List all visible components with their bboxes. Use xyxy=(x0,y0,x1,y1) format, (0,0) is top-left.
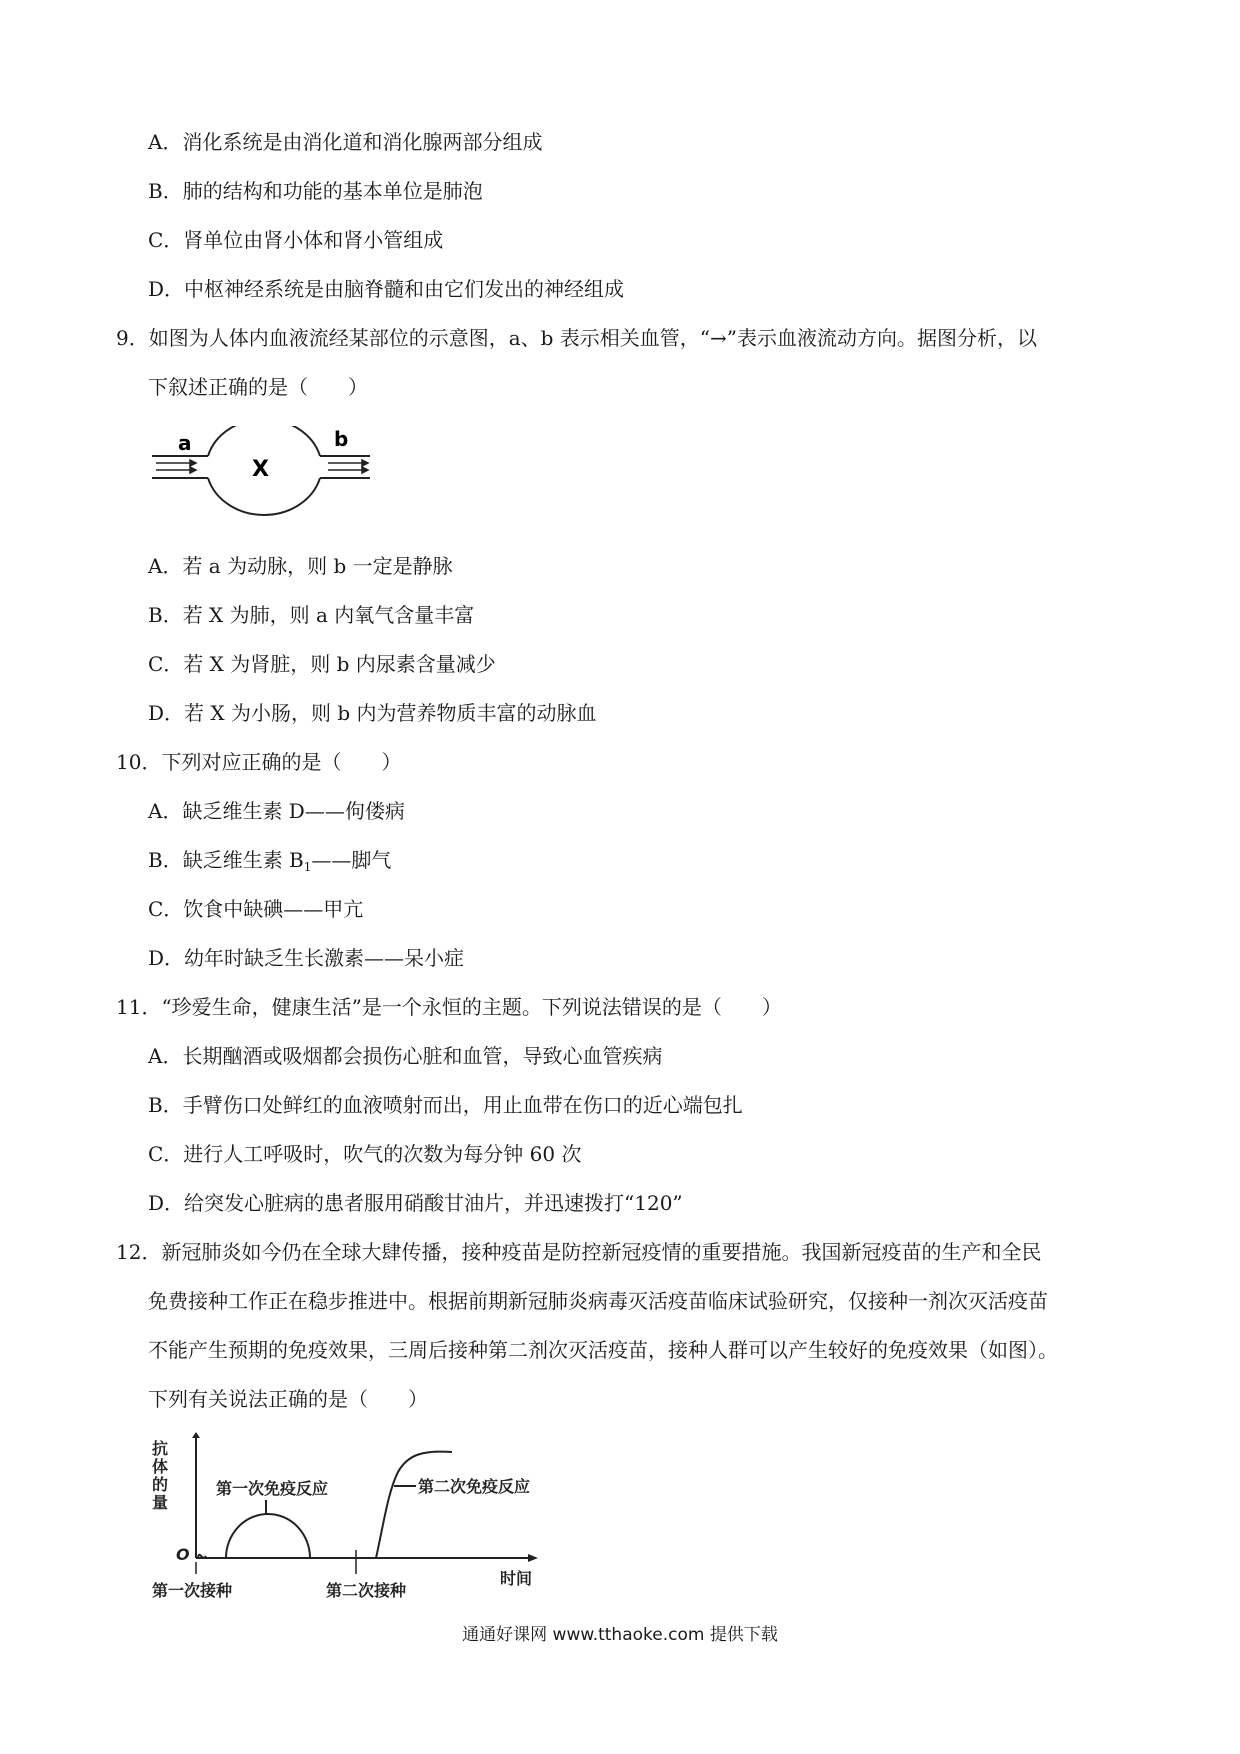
vessel-label-b: b xyxy=(334,427,349,451)
q10-option-b-subscript: 1 xyxy=(303,860,312,874)
q10-option-c: C．饮食中缺碘——甲亢 xyxy=(148,897,364,921)
first-dose-label: 第一次接种 xyxy=(152,1581,233,1600)
q12-stem-line3: 不能产生预期的免疫效果，三周后接种第二剂次灭活疫苗，接种人群可以产生较好的免疫效果（如图）。 xyxy=(148,1338,1058,1362)
q10-option-b xyxy=(148,846,391,881)
q12-stem-line2: 免费接种工作正在稳步推进中。根据前期新冠肺炎病毒灭活疫苗临床试验研究，仅接种一剂次灭活疫苗 xyxy=(148,1289,1048,1313)
q9-option-b: B．若 X 为肺，则 a 内氧气含量丰富 xyxy=(148,603,475,627)
first-response-curve xyxy=(198,1514,310,1558)
q10-option-b-post: ——脚气 xyxy=(311,848,392,872)
q12-stem-line1: 12．新冠肺炎如今仍在全球大肆传播，接种疫苗是防控新冠疫情的重要措施。我国新冠疫苗的生产和全民 xyxy=(116,1240,1042,1264)
y-axis-label-char-1: 抗 xyxy=(152,1439,169,1458)
q9-stem-line1: 9．如图为人体内血液流经某部位的示意图，a、b 表示相关血管，“→”表示血液流动方向。据图分析，以 xyxy=(116,326,1038,350)
q8-option-b: B．肺的结构和功能的基本单位是肺泡 xyxy=(148,179,483,203)
q11-option-d: D．给突发心脏病的患者服用硝酸甘油片，并迅速拨打“120” xyxy=(148,1191,683,1215)
q9-option-c: C．若 X 为肾脏，则 b 内尿素含量减少 xyxy=(148,652,496,676)
q11-option-a: A．长期酗酒或吸烟都会损伤心脏和血管，导致心血管疾病 xyxy=(148,1044,663,1068)
q10-option-b-pre: B．缺乏维生素 B xyxy=(148,848,304,872)
x-axis-label: 时间 xyxy=(500,1569,533,1588)
page-footer: 通通好课网 www.tthaoke.com 提供下载 xyxy=(462,1625,778,1645)
organ-label-x: X xyxy=(252,457,269,482)
q10-option-d: D．幼年时缺乏生长激素——呆小症 xyxy=(148,946,465,970)
second-response-label: 第二次免疫反应 xyxy=(418,1477,531,1496)
outflow-arrow-icon xyxy=(328,460,368,473)
q10-option-a: A．缺乏维生素 D——佝偻病 xyxy=(148,799,405,823)
q10-stem: 10．下列对应正确的是（ ） xyxy=(116,750,402,774)
y-axis-label-char-3: 的 xyxy=(152,1475,169,1494)
origin-label: O xyxy=(176,1545,190,1564)
vessel-label-a: a xyxy=(178,431,192,455)
first-response-label: 第一次免疫反应 xyxy=(216,1479,329,1498)
inflow-arrow-icon xyxy=(156,460,196,473)
q12-stem-line4: 下列有关说法正确的是（ ） xyxy=(148,1387,428,1411)
blood-flow-diagram xyxy=(150,426,390,526)
q8-option-a: A．消化系统是由消化道和消化腺两部分组成 xyxy=(148,130,543,154)
q11-option-c: C．进行人工呼吸时，吹气的次数为每分钟 60 次 xyxy=(148,1142,582,1166)
q11-stem: 11．“珍爱生命，健康生活”是一个永恒的主题。下列说法错误的是（ ） xyxy=(116,995,782,1019)
y-axis-label-char-4: 量 xyxy=(152,1493,169,1512)
y-axis-label-char-2: 体 xyxy=(152,1457,169,1476)
q9-option-d: D．若 X 为小肠，则 b 内为营养物质丰富的动脉血 xyxy=(148,701,597,725)
q11-option-b: B．手臂伤口处鲜红的血液喷射而出，用止血带在伤口的近心端包扎 xyxy=(148,1093,743,1117)
second-dose-label: 第二次接种 xyxy=(326,1581,407,1600)
antibody-response-graph xyxy=(148,1432,568,1602)
q8-option-c: C．肾单位由肾小体和肾小管组成 xyxy=(148,228,444,252)
q8-option-d: D．中枢神经系统是由脑脊髓和由它们发出的神经组成 xyxy=(148,277,625,301)
y-axis-arrow-icon xyxy=(192,1432,200,1438)
second-response-curve xyxy=(376,1452,452,1558)
q9-stem-line2: 下叙述正确的是（ ） xyxy=(148,375,368,399)
q9-option-a: A．若 a 为动脉，则 b 一定是静脉 xyxy=(148,554,453,578)
x-axis-arrow-icon xyxy=(528,1554,538,1562)
